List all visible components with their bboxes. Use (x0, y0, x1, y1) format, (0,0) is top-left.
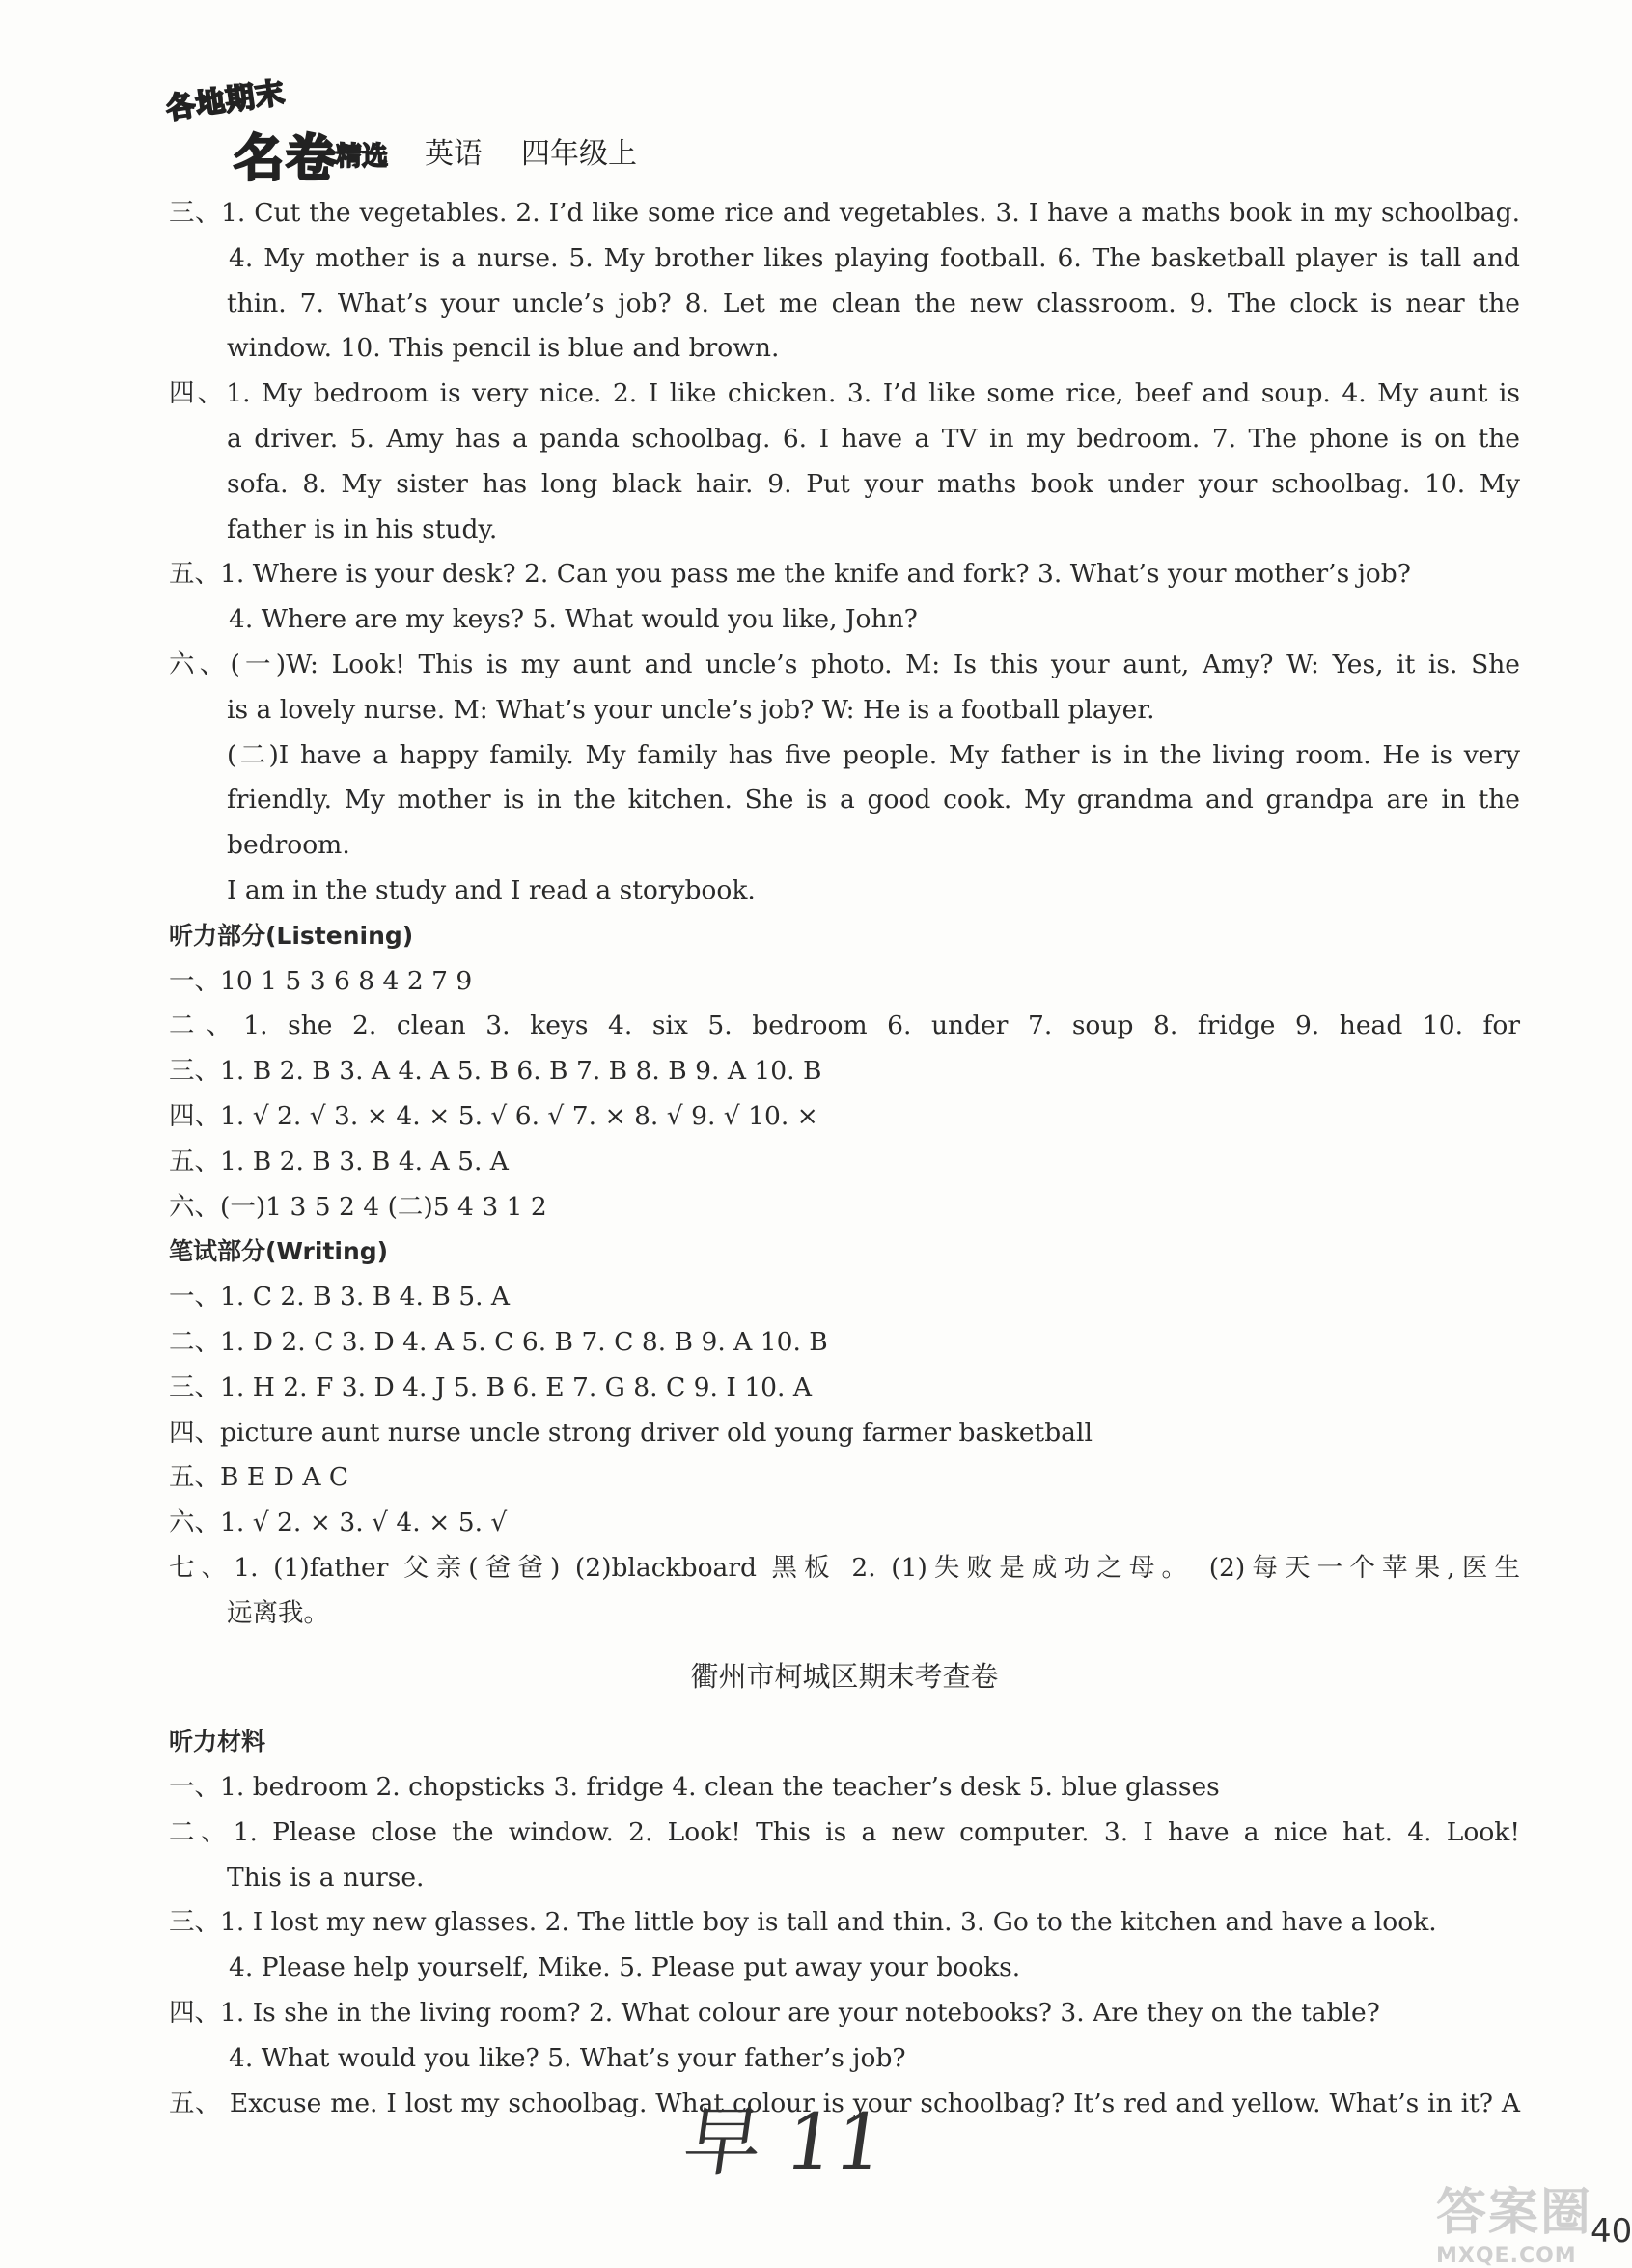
answer-line: 一、1. bedroom 2. chopsticks 3. fridge 4. clean the teacher’s desk 5. blue glasses (169, 1772, 1220, 1803)
header-grade: 四年级上 (521, 137, 637, 171)
answer-line: 五、1. Where is your desk? 2. Can you pass me the knife and fork? 3. What’s your mother’s job? (169, 559, 1411, 590)
answer-line: 二、1. D 2. C 3. D 4. A 5. C 6. B 7. C 8. B 9. A 10. B (169, 1326, 828, 1357)
answer-line: 四、1. √ 2. √ 3. × 4. × 5. √ 6. √ 7. × 8. √ 9. √ 10. × (169, 1100, 818, 1131)
answer-line: sofa. 8. My sister has long black hair. 9. Put your maths book under your schoolbag. 10. My (227, 468, 1520, 499)
answer-line: 三、1. Cut the vegetables. 2. I’d like some rice and vegetables. 3. I have a maths book in my schoolbag. (169, 198, 1520, 228)
answer-line: 四、picture aunt nurse uncle strong driver old young farmer basketball (169, 1417, 1093, 1448)
section-heading: 听力材料 (169, 1728, 266, 1756)
answer-line: 六、1. √ 2. × 3. √ 4. × 5. √ (169, 1507, 508, 1538)
answer-line: a driver. 5. Amy has a panda schoolbag. 6. I have a TV in my bedroom. 7. The phone is on the (227, 423, 1520, 454)
answer-line: (二)I have a happy family. My family has five people. My father is in the living room. He is very (227, 739, 1520, 770)
exam-title: 衢州市柯城区期末考查卷 (690, 1659, 999, 1693)
answer-line: friendly. My mother is in the kitchen. She is a good cook. My grandma and grandpa are in the bedroom. (227, 785, 1520, 861)
page-number: 40 (1591, 2212, 1632, 2251)
watermark-url: MXQE.COM (1436, 2244, 1577, 2268)
answer-line: 五、1. B 2. B 3. B 4. A 5. A (169, 1146, 509, 1176)
answer-line: 4. Where are my keys? 5. What would you like, John? (229, 604, 918, 635)
site-watermark (1436, 2171, 1592, 2268)
answer-line: thin. 7. What’s your uncle’s job? 8. Let me clean the new classroom. 9. The clock is near the (227, 288, 1520, 318)
answer-line: This is a nurse. (227, 1862, 425, 1893)
answer-line: 4. My mother is a nurse. 5. My brother likes playing football. 6. The basketball player is tall and (229, 242, 1520, 273)
series-logo-top: 各地期末 (164, 75, 288, 126)
section-heading: 听力部分(Listening) (169, 921, 414, 950)
answer-line: father is in his study. (227, 513, 498, 544)
answer-line: 三、1. I lost my new glasses. 2. The little boy is tall and thin. 3. Go to the kitchen and have a look. (169, 1907, 1437, 1938)
answer-line: 四、1. Is she in the living room? 2. What colour are your notebooks? 3. Are they on the table? (169, 1998, 1380, 2029)
answer-line: 一、1. C 2. B 3. B 4. B 5. A (169, 1282, 511, 1313)
answer-line: 三、1. B 2. B 3. A 4. A 5. B 6. B 7. B 8. B 9. A 10. B (169, 1056, 822, 1087)
answer-line: 五、 Excuse me. I lost my schoolbag. What colour is your schoolbag? It’s red and yellow. What’s in it? A (169, 2088, 1520, 2118)
answer-line: 二、1. she 2. clean 3. keys 4. six 5. bedroom 6. under 7. soup 8. fridge 9. head 10. for (169, 1010, 1520, 1041)
answer-line: 一、10 1 5 3 6 8 4 2 7 9 (169, 965, 473, 996)
answer-line: 4. Please help yourself, Mike. 5. Please put away your books. (229, 1952, 1021, 1983)
answer-line: 远离我。 (227, 1597, 329, 1628)
answer-content (169, 191, 1520, 2126)
series-logo-sub: 精选 (336, 142, 388, 172)
answer-line: 七、1. (1)father 父亲(爸爸) (2)blackboard 黑板 2. (1)失败是成功之母。 (2)每天一个苹果,医生 (169, 1552, 1520, 1583)
page-header (164, 75, 745, 188)
answer-line: is a lovely nurse. M: What’s your uncle’s job? W: He is a football player. (227, 694, 1155, 725)
answer-line: 三、1. H 2. F 3. D 4. J 5. B 6. E 7. G 8. C 9. I 10. A (169, 1371, 812, 1402)
answer-line: 五、B E D A C (169, 1462, 349, 1493)
answer-line: 4. What would you like? 5. What’s your father’s job? (229, 2042, 906, 2073)
series-logo-main: 名卷 (234, 130, 339, 188)
handwritten-note: 早 11 (678, 2097, 891, 2187)
watermark-logo: 答案圈 (1436, 2184, 1593, 2242)
answer-line: 六、(一)1 3 5 2 4 (二)5 4 3 1 2 (169, 1191, 547, 1222)
section-heading: 笔试部分(Writing) (169, 1237, 389, 1266)
answer-line: 六、(一)W: Look! This is my aunt and uncle’s photo. M: Is this your aunt, Amy? W: Yes, it is. She (169, 649, 1520, 679)
answer-line: window. 10. This pencil is blue and brown. (227, 333, 780, 364)
answer-line: 二、1. Please close the window. 2. Look! This is a new computer. 3. I have a nice hat. 4. Look! (169, 1816, 1520, 1847)
answer-line: I am in the study and I read a storybook. (227, 874, 756, 905)
header-subject: 英语 (425, 137, 483, 171)
answer-line: 四、1. My bedroom is very nice. 2. I like chicken. 3. I’d like some rice, beef and soup. 4. My aunt is (169, 378, 1520, 409)
